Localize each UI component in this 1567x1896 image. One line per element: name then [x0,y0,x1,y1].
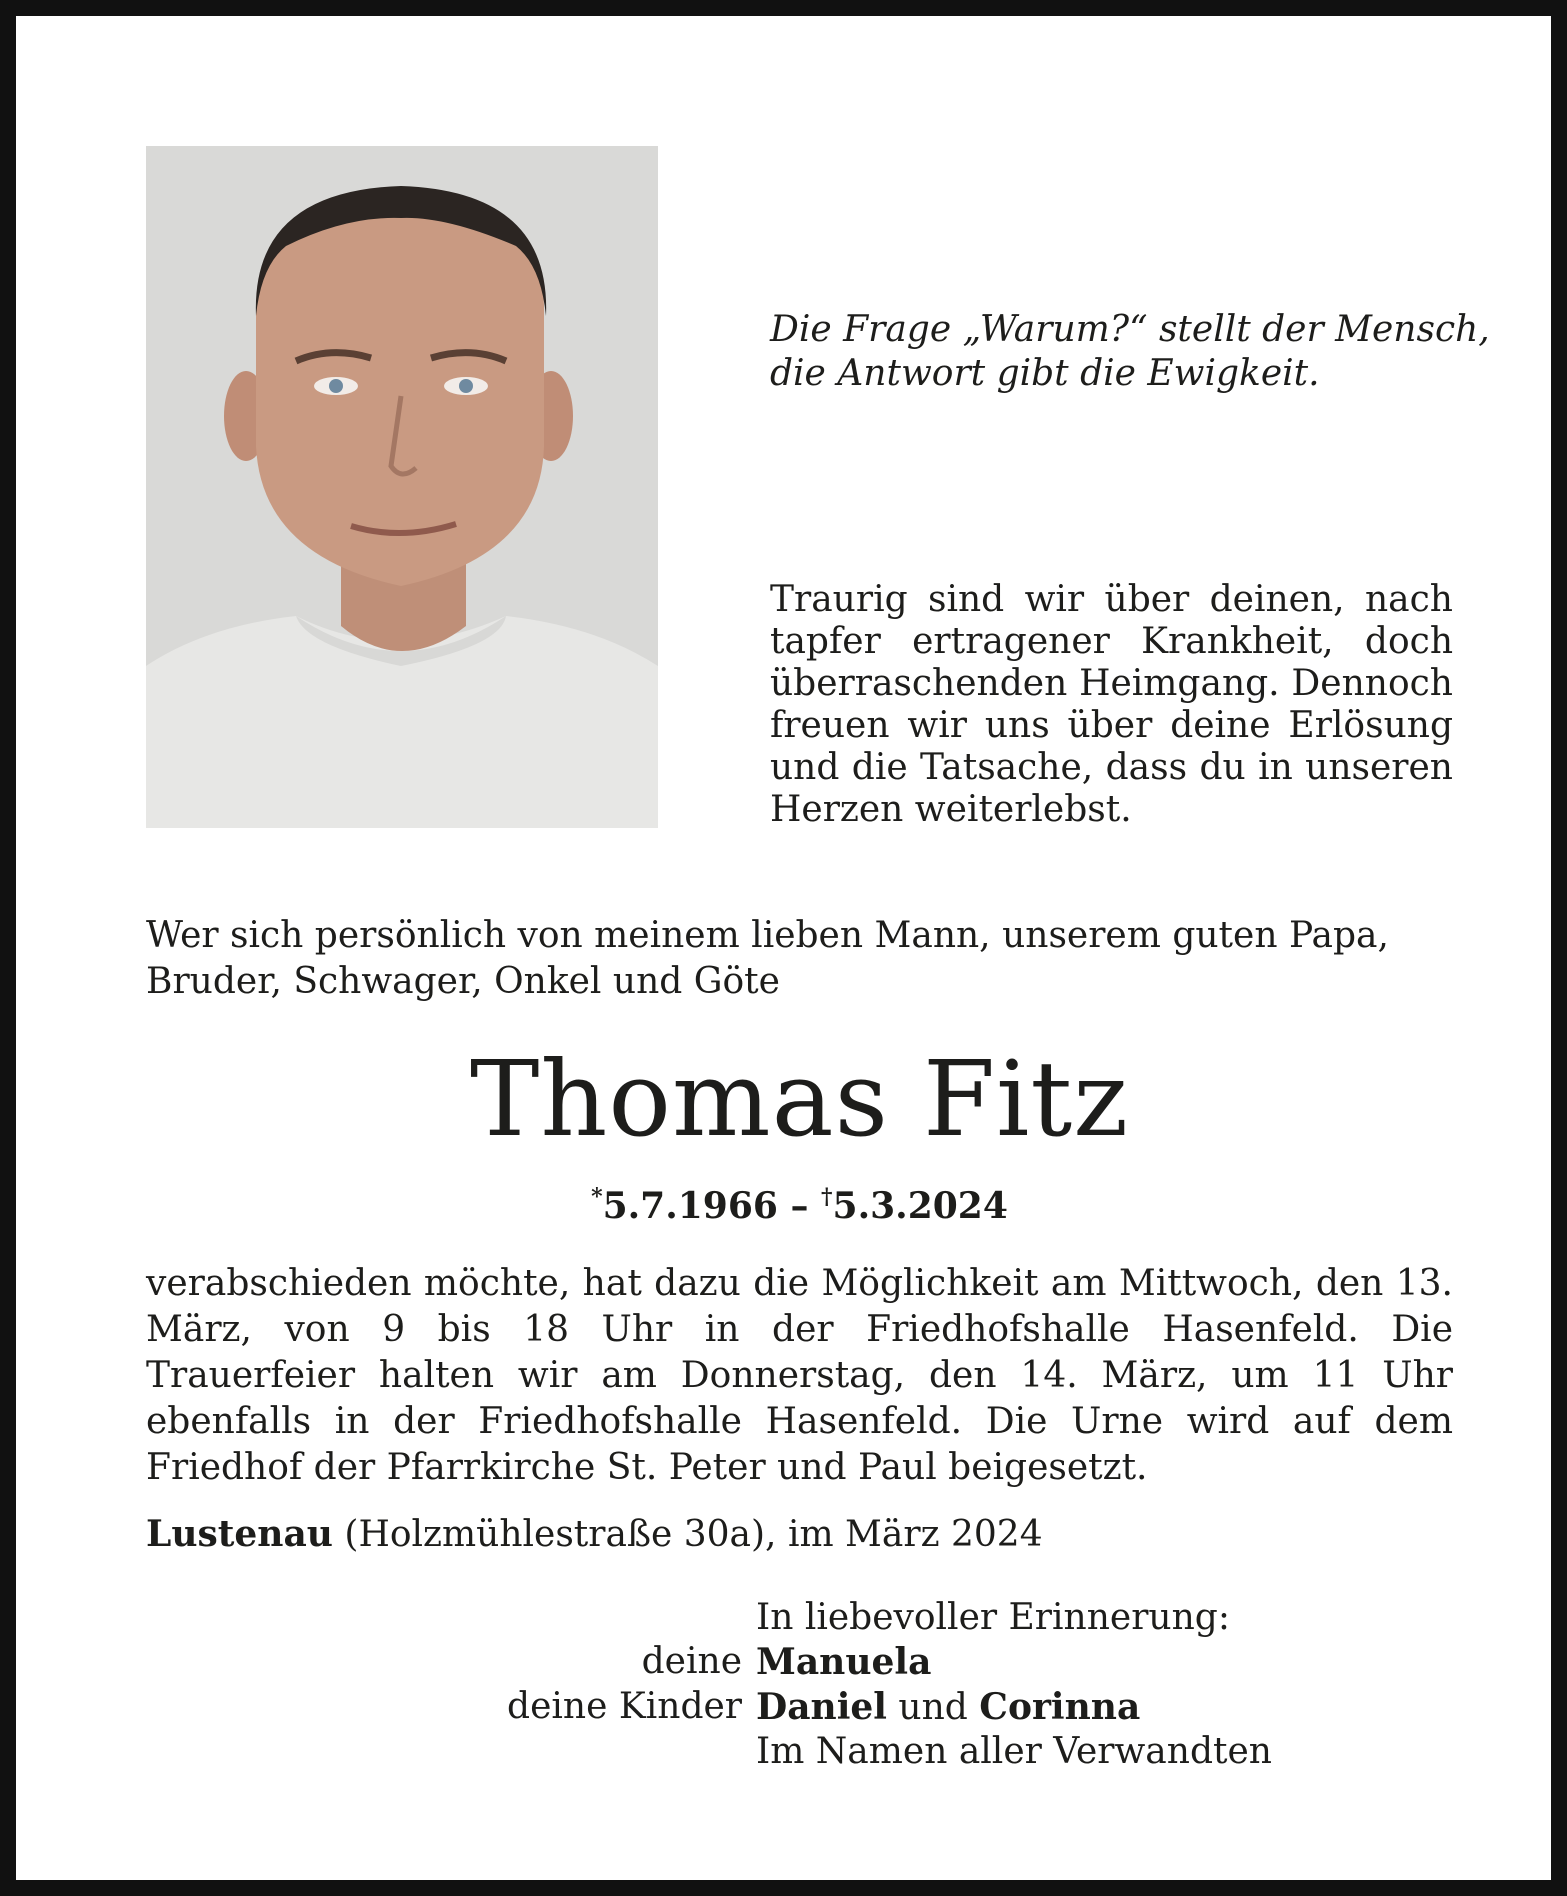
signature-block [446,1596,1446,1774]
signature-children-row [446,1685,1446,1730]
deceased-name: Thomas Fitz [469,1038,1130,1160]
death-symbol: † [821,1184,833,1210]
date-separator: – [777,1185,822,1227]
signature-relatives-row [446,1730,1446,1774]
place-and-date [146,1511,1453,1558]
signature-and: und [886,1687,980,1728]
signature-spouse-row [446,1640,1446,1685]
quote-line-1: Die Frage „Warum?“ stellt der Mensch, [770,309,1490,350]
signature-relatives: Im Namen aller Verwandten [756,1731,1272,1772]
signature-intro: In liebevoller Erinnerung: [756,1597,1230,1638]
signature-spouse-name: Manuela [756,1641,932,1683]
place-rest: (Holzmühlestraße 30a), im März 2024 [332,1514,1043,1555]
portrait-photo [146,146,658,828]
death-date: 5.3.2024 [832,1185,1008,1227]
quote [770,308,1490,396]
place-town: Lustenau [146,1513,333,1555]
signature-spouse-label: deine [641,1641,742,1682]
signature-children-label: deine Kinder [507,1686,742,1727]
life-dates [16,1174,1567,1229]
birth-symbol: * [591,1184,603,1210]
portrait-illustration [146,146,658,828]
condolence-paragraph: Traurig sind wir über deinen, nach tapfer ertragener Krankheit, doch überraschenden Heimgang. Dennoch freuen wir uns über deine Erlösung und die Tatsache, dass du in unseren Herzen weiterlebst. [770,579,1453,830]
birth-date: 5.7.1966 [602,1185,778,1227]
signature-intro-row [446,1596,1446,1640]
farewell-intro-paragraph: Wer sich persönlich von meinem lieben Mann, unserem guten Papa, Bruder, Schwager, Onkel und Göte [146,915,1389,1002]
funeral-details-paragraph: verabschieden möchte, hat dazu die Möglichkeit am Mittwoch, den 13. März, von 9 bis 18 Uhr in der Friedhofshalle Hasenfeld. Die Trauerfeier halten wir am Donnerstag, den 14. März, um 11 Uhr ebenfalls in der Friedhofshalle Hasenfeld. Die Urne wird auf dem Friedhof der Pfarrkirche St. Peter und Paul beigesetzt. [146,1263,1453,1488]
signature-child-1: Daniel [756,1686,887,1728]
quote-line-2: die Antwort gibt die Ewigkeit. [770,353,1320,394]
signature-child-2: Corinna [979,1686,1141,1728]
